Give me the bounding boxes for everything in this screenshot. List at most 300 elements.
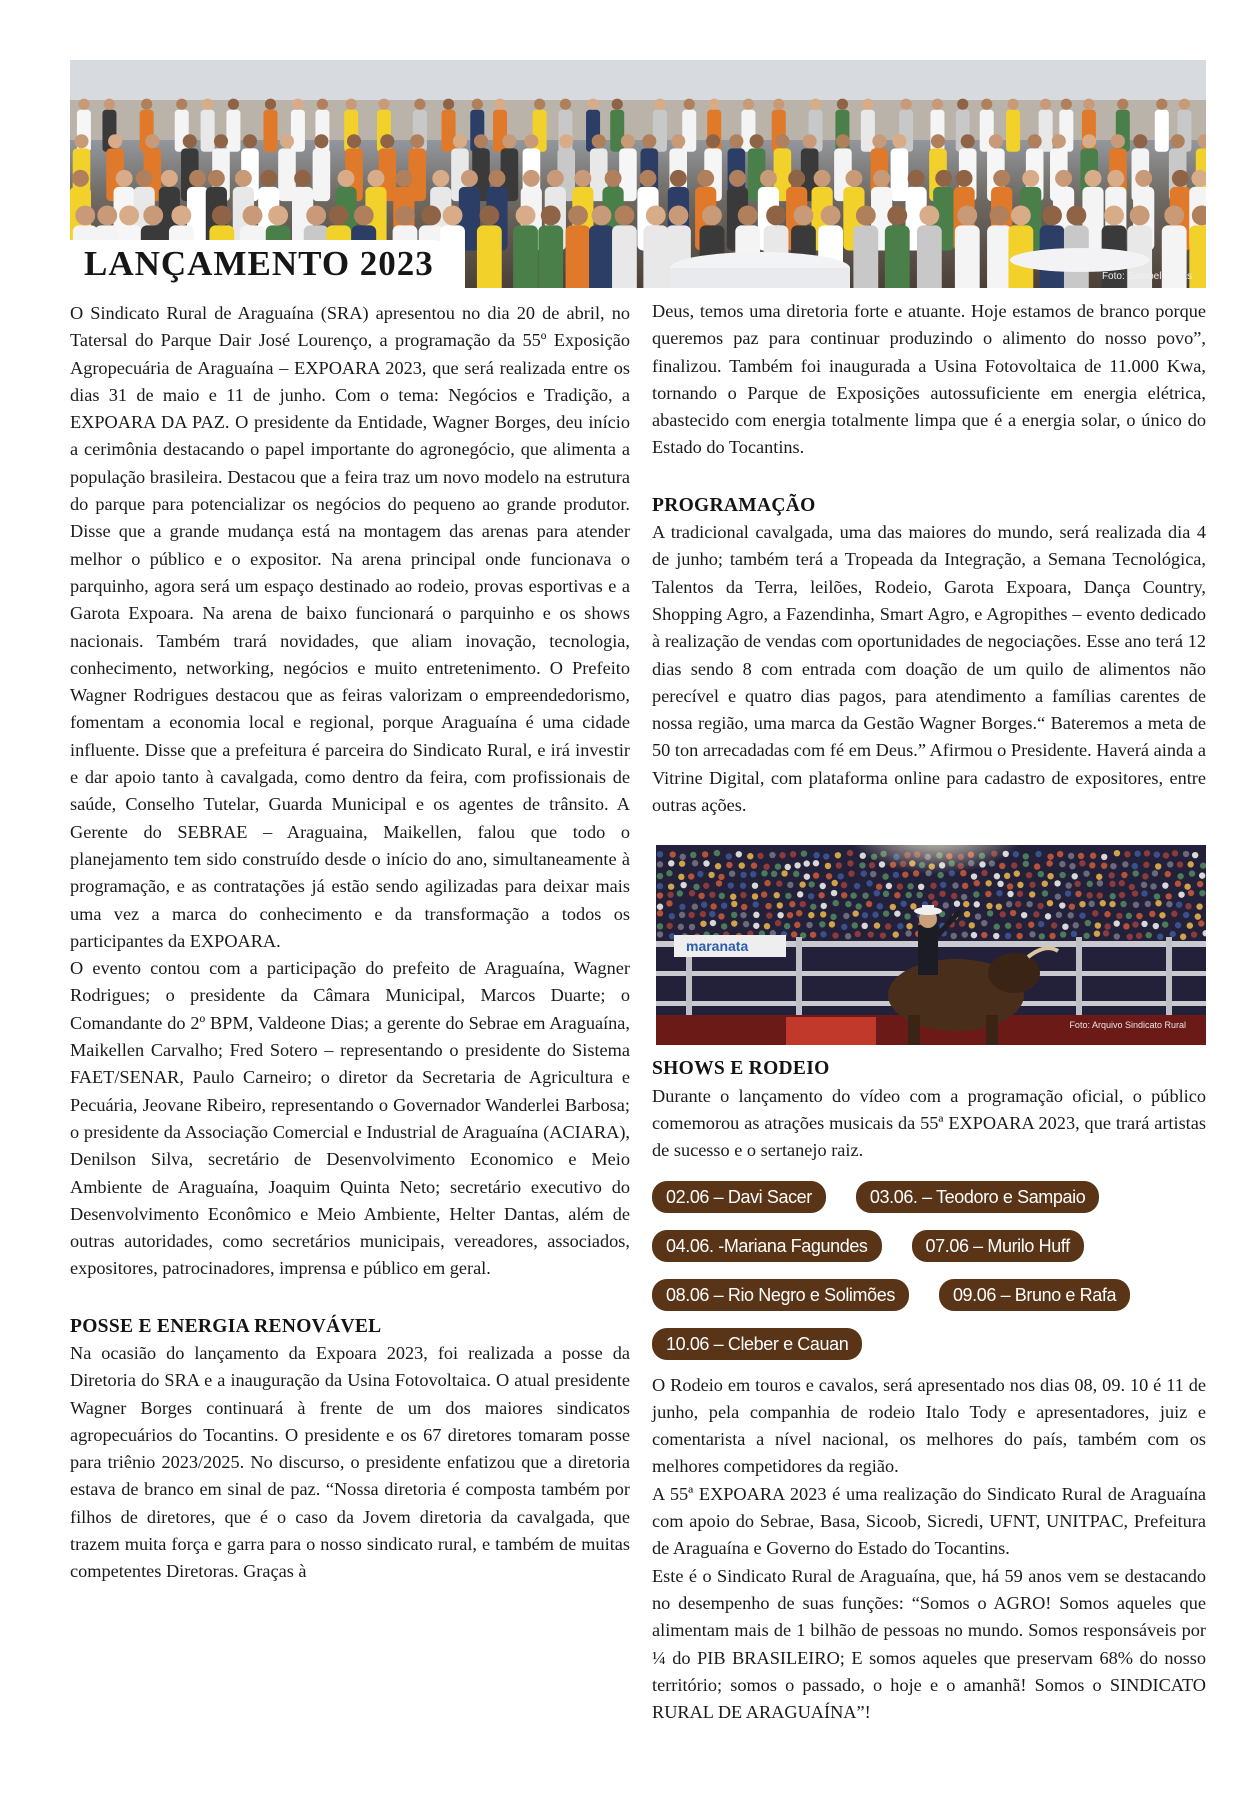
intro-paragraph-2: O evento contou com a participação do prefeito de Araguaína, Wagner Rodrigues; o presidente da Câmara Municipal, Marcos Duarte; o Comandante do 2º BPM, Valdeone Dias; a gerente do Sebrae em Araguaína, Maikellen Carvalho; Fred Sotero – representando o presidente do Sistema FAET/SENAR, Paulo Carneiro; o diretor da Secretaria de Agricultura e Pecuária, Jeovane Ribeiro, representando o Governador Wanderlei Barbosa; o presidente da Associação Comercial e Industrial de Araguaína (ACIARA), Denilson Silva, secretário de Desenvolvimento Economico e Meio Ambiente de Araguaína, Joaquim Quinta Neto; secretário executivo do Desenvolvimento Econômico e Meio Ambiente, Helter Dantas, além de outras autoridades, como secretários municipais, vereadores, associados, expositores, patrocinadores, imprensa e público em geral. xyxy=(70,958,630,1279)
crowd-person-body xyxy=(477,225,502,288)
audience-dot xyxy=(1089,862,1095,868)
audience-dot xyxy=(1094,931,1100,937)
crowd-person-head xyxy=(338,170,355,187)
audience-dot xyxy=(1042,881,1048,887)
audience-dot xyxy=(657,873,663,879)
crowd-person-body xyxy=(610,110,624,152)
audience-dot xyxy=(1120,901,1126,907)
audience-dot xyxy=(692,860,698,866)
audience-dot xyxy=(1110,893,1116,899)
audience-dot xyxy=(1189,871,1195,877)
shows-intro: Durante o lançamento do vídeo com a programação oficial, o público comemorou as atrações musicais da 55ª EXPOARA 2023, que trará artistas de sucesso e o sertanejo raiz. xyxy=(652,1085,1206,1161)
audience-dot xyxy=(855,931,861,937)
crowd-person-head xyxy=(189,170,206,187)
crowd-person-head xyxy=(1085,170,1102,187)
audience-dot xyxy=(1072,873,1078,879)
audience-dot xyxy=(962,932,968,938)
audience-dot xyxy=(775,864,781,870)
crowd-person-head xyxy=(990,206,1010,226)
audience-dot xyxy=(1165,871,1171,877)
audience-dot xyxy=(702,852,708,858)
audience-dot xyxy=(1069,904,1075,910)
crowd-person-head xyxy=(872,134,886,148)
audience-dot xyxy=(718,874,724,880)
crowd-person-head xyxy=(706,134,720,148)
programacao-heading: PROGRAMAÇÃO xyxy=(652,494,816,516)
crowd-person-head xyxy=(212,206,232,226)
audience-dot xyxy=(726,854,732,860)
crowd-person-head xyxy=(702,206,722,226)
audience-dot xyxy=(975,914,981,920)
audience-dot xyxy=(689,924,695,930)
audience-dot xyxy=(1171,911,1177,917)
crowd-person-head xyxy=(183,134,197,148)
audience-dot xyxy=(669,913,675,919)
crowd-person-body xyxy=(955,225,980,288)
crowd-person-head xyxy=(421,206,441,226)
audience-dot xyxy=(777,912,783,918)
crowd-person-body xyxy=(264,110,278,152)
crowd-person-head xyxy=(1011,206,1031,226)
audience-dot xyxy=(726,862,732,868)
audience-dot xyxy=(785,893,791,899)
audience-dot xyxy=(703,861,709,867)
audience-dot xyxy=(1085,920,1091,926)
audience-dot xyxy=(1055,894,1061,900)
audience-dot xyxy=(894,911,900,917)
crowd-person-head xyxy=(729,134,743,148)
audience-dot xyxy=(1187,923,1193,929)
rodeo-banner-text: maranata xyxy=(686,938,749,955)
audience-dot xyxy=(1183,851,1189,857)
audience-dot xyxy=(1157,934,1163,940)
audience-dot xyxy=(845,901,851,907)
crowd-person-head xyxy=(306,206,326,226)
crowd-person-head xyxy=(670,170,687,187)
rodeio-text: O Rodeio em touros e cavalos, será apresentado nos dias 08, 09. 10 é 11 de junho, pela companhia de rodeio Italo Tody e apresentadores, juiz e comentarista a nível nacional, os melhores do país, também com os melhores competidores da região. xyxy=(652,1374,1206,1477)
crowd-person-head xyxy=(443,99,454,110)
audience-dot xyxy=(804,861,810,867)
audience-dot xyxy=(1121,872,1127,878)
audience-dot xyxy=(1038,871,1044,877)
crowd-person-head xyxy=(1042,206,1062,226)
audience-dot xyxy=(1141,921,1147,927)
crowd-person-head xyxy=(1130,206,1150,226)
crowd-person-head xyxy=(380,134,394,148)
title-banner xyxy=(70,240,462,288)
audience-dot xyxy=(1142,874,1148,880)
audience-dot xyxy=(836,863,842,869)
crowd-person-head xyxy=(794,206,814,226)
audience-dot xyxy=(821,903,827,909)
crowd-person-body xyxy=(861,110,875,152)
audience-dot xyxy=(1150,884,1156,890)
posse-text-left: Na ocasião do lançamento da Expoara 2023, foi realizada a posse da Diretoria do SRA e a inauguração da Usina Fotovoltaica. O atual presidente Wagner Borges continuará à frente de um dos maiores sindicatos agropecuários do Tocantins. O presidente e os 67 diretores tomaram posse para triênio 2023/2025. No discurso, o presidente enfatizou que a diretoria estava de branco em sinal de paz. “Nossa diretoria é composta também por filhos de diretores, que é o caso da Jovem diretoria da cavalgada, que trazem muita força e garra para o nosso sindicato rural, e também de muitas competentes Diretoras. Graças à xyxy=(70,1342,630,1582)
crowd-person-head xyxy=(292,99,303,110)
crowd-person-head xyxy=(1164,206,1184,226)
crowd-person-head xyxy=(1052,134,1066,148)
audience-dot xyxy=(657,924,663,930)
show-pill: 07.06 – Murilo Huff xyxy=(912,1230,1084,1262)
crowd-person-head xyxy=(378,99,389,110)
crowd-person-head xyxy=(654,99,665,110)
audience-dot xyxy=(1056,912,1062,918)
audience-dot xyxy=(1104,924,1110,930)
audience-dot xyxy=(1114,850,1120,856)
audience-dot xyxy=(710,920,716,926)
audience-dot xyxy=(862,923,868,929)
audience-dot xyxy=(657,932,663,938)
audience-dot xyxy=(1069,863,1075,869)
audience-dot xyxy=(1187,862,1193,868)
right-column xyxy=(652,298,1206,1726)
crowd-person-body xyxy=(201,110,215,152)
audience-dot xyxy=(841,924,847,930)
crowd-person-body xyxy=(885,225,910,288)
crowd-person-head xyxy=(432,170,449,187)
audience-dot xyxy=(688,912,694,918)
audience-dot xyxy=(987,911,993,917)
audience-dot xyxy=(775,920,781,926)
crowd-person-body xyxy=(538,225,563,288)
crowd-person-head xyxy=(524,134,538,148)
audience-dot xyxy=(698,893,704,899)
crowd-person-head xyxy=(773,99,784,110)
audience-dot xyxy=(996,904,1002,910)
crowd-person-head xyxy=(957,99,968,110)
audience-dot xyxy=(793,871,799,877)
crowd-person-head xyxy=(1107,170,1124,187)
audience-dot xyxy=(813,873,819,879)
audience-dot xyxy=(1178,892,1184,898)
audience-dot xyxy=(739,863,745,869)
crowd-person-head xyxy=(993,170,1010,187)
audience-dot xyxy=(1146,932,1152,938)
audience-dot xyxy=(1132,922,1138,928)
crowd-person-body xyxy=(442,110,456,152)
crowd-person-head xyxy=(957,206,977,226)
audience-dot xyxy=(774,892,780,898)
crowd-person-body xyxy=(653,110,667,152)
audience-dot xyxy=(799,882,805,888)
audience-dot xyxy=(1155,864,1161,870)
audience-dot xyxy=(1047,873,1053,879)
audience-dot xyxy=(1079,861,1085,867)
audience-dot xyxy=(1103,931,1109,937)
crowd-person-body xyxy=(1155,110,1169,152)
audience-dot xyxy=(657,893,663,899)
audience-dot xyxy=(1109,881,1115,887)
audience-dot xyxy=(831,880,837,886)
crowd-person-head xyxy=(410,134,424,148)
crowd-person-head xyxy=(1179,99,1190,110)
audience-dot xyxy=(796,910,802,916)
crowd-person-body xyxy=(643,225,668,288)
crowd-person-head xyxy=(443,206,463,226)
audience-dot xyxy=(1136,913,1142,919)
audience-dot xyxy=(721,903,727,909)
crowd-person-head xyxy=(1133,134,1147,148)
crowd-person-body xyxy=(589,225,614,288)
audience-dot xyxy=(692,904,698,910)
audience-dot xyxy=(1129,884,1135,890)
audience-dot xyxy=(852,923,858,929)
audience-dot xyxy=(1149,911,1155,917)
audience-dot xyxy=(1169,931,1175,937)
audience-dot xyxy=(1110,863,1116,869)
audience-dot xyxy=(690,852,696,858)
crowd-person-head xyxy=(956,170,973,187)
audience-dot xyxy=(1188,890,1194,896)
audience-dot xyxy=(845,933,851,939)
audience-dot xyxy=(837,874,843,880)
audience-dot xyxy=(880,933,886,939)
audience-dot xyxy=(700,921,706,927)
audience-dot xyxy=(1015,901,1021,907)
audience-dot xyxy=(841,882,847,888)
audience-dot xyxy=(678,874,684,880)
audience-dot xyxy=(1133,902,1139,908)
audience-dot xyxy=(1101,854,1107,860)
crowd-person-head xyxy=(935,170,952,187)
audience-dot xyxy=(1068,853,1074,859)
crowd-person-head xyxy=(1055,170,1072,187)
audience-dot xyxy=(1165,894,1171,900)
audience-dot xyxy=(1000,911,1006,917)
audience-dot xyxy=(1144,850,1150,856)
audience-dot xyxy=(831,890,837,896)
audience-dot xyxy=(1154,852,1160,858)
audience-dot xyxy=(1145,901,1151,907)
crowd-person-head xyxy=(534,99,545,110)
crowd-person-head xyxy=(479,206,499,226)
audience-dot xyxy=(1199,873,1205,879)
shows-lineup xyxy=(652,1181,1206,1360)
audience-dot xyxy=(666,870,672,876)
crowd-person-head xyxy=(461,170,478,187)
audience-dot xyxy=(1057,851,1063,857)
audience-dot xyxy=(716,881,722,887)
audience-dot xyxy=(1195,914,1201,920)
audience-dot xyxy=(1086,893,1092,899)
rodeo-photo xyxy=(656,845,1206,1045)
audience-dot xyxy=(769,852,775,858)
crowd-person-head xyxy=(268,206,288,226)
audience-dot xyxy=(1108,873,1114,879)
audience-dot xyxy=(710,904,716,910)
crowd-person-head xyxy=(472,99,483,110)
audience-dot xyxy=(1035,851,1041,857)
audience-dot xyxy=(951,933,957,939)
crowd-person-head xyxy=(347,134,361,148)
programacao-text: A tradicional cavalgada, uma das maiores do mundo, será realizada dia 4 de junho; também terá a Tropeada da Integração, a Semana Tecnológica, Talentos da Terra, leilões, Rodeio, Garota Expoara, Dança Country, Shopping Agro, a Fazendinha, Smart Agro, e Agropithes – evento dedicado à realização de vendas com oportunidades de negociações. Esse ano terá 12 dias sendo 8 com entrada com doação de um quilo de alimentos não perecível e quatro dias pagos, para atendimento a famílias carentes de nossa região, uma marca da Gestão Wagner Borges.“ Bateremos a meta de 50 ton arrecadadas com fé em Deus.” Afirmou o Presidente. Haverá ainda a Vitrine Digital, com plataforma online para cadastro de expositores, entre outras ações. xyxy=(652,522,1206,816)
audience-dot xyxy=(1046,861,1052,867)
audience-dot xyxy=(721,924,727,930)
audience-dot xyxy=(877,903,883,909)
crowd-person-head xyxy=(202,99,213,110)
audience-dot xyxy=(893,932,899,938)
crowd-person-head xyxy=(1040,99,1051,110)
crowd-person-head xyxy=(329,206,349,226)
audience-dot xyxy=(680,882,686,888)
crowd-person-head xyxy=(136,170,153,187)
audience-dot xyxy=(1045,914,1051,920)
audience-dot xyxy=(804,874,810,880)
audience-dot xyxy=(740,872,746,878)
audience-dot xyxy=(1083,933,1089,939)
audience-dot xyxy=(1006,901,1012,907)
crowd-person-head xyxy=(559,134,573,148)
crowd-person-head xyxy=(560,99,571,110)
audience-dot xyxy=(1073,922,1079,928)
audience-dot xyxy=(1126,913,1132,919)
audience-dot xyxy=(657,851,663,857)
crowd-person-head xyxy=(788,170,805,187)
audience-dot xyxy=(1132,891,1138,897)
audience-dot xyxy=(1114,934,1120,940)
audience-dot xyxy=(761,892,767,898)
audience-dot xyxy=(679,912,685,918)
audience-dot xyxy=(1154,894,1160,900)
crowd-person-head xyxy=(541,206,561,226)
crowd-person-head xyxy=(1135,170,1152,187)
crowd-person-head xyxy=(919,206,939,226)
audience-dot xyxy=(1092,911,1098,917)
audience-dot xyxy=(1068,912,1074,918)
audience-dot xyxy=(763,864,769,870)
audience-dot xyxy=(1176,902,1182,908)
crowd-person-head xyxy=(900,99,911,110)
crowd-person-head xyxy=(908,170,925,187)
crowd-person-head xyxy=(612,99,623,110)
crowd-person-head xyxy=(766,206,786,226)
audience-dot xyxy=(668,884,674,890)
audience-dot xyxy=(818,892,824,898)
audience-dot xyxy=(1155,900,1161,906)
crowd-person-head xyxy=(243,134,257,148)
audience-dot xyxy=(823,854,829,860)
realizacao-text: A 55ª EXPOARA 2023 é uma realização do Sindicato Rural de Araguaína com apoio do Sebrae, Basa, Sicoob, Sicredi, UFNT, UNITPAC, Prefeitura de Araguaína e Governo do Estado do Tocantins. xyxy=(652,1483,1206,1559)
audience-dot xyxy=(766,913,772,919)
crowd-person-body xyxy=(1039,110,1053,152)
audience-dot xyxy=(1167,862,1173,868)
audience-dot xyxy=(680,854,686,860)
audience-dot xyxy=(740,892,746,898)
audience-dot xyxy=(1090,853,1096,859)
audience-dot xyxy=(1065,883,1071,889)
crowd-person-head xyxy=(176,99,187,110)
page-title: LANÇAMENTO 2023 xyxy=(84,244,434,283)
audience-dot xyxy=(883,911,889,917)
audience-dot xyxy=(791,932,797,938)
audience-dot xyxy=(1184,884,1190,890)
crowd-person-head xyxy=(862,99,873,110)
audience-dot xyxy=(1172,851,1178,857)
crowd-person-head xyxy=(516,206,536,226)
crowd-person-head xyxy=(1104,206,1124,226)
audience-dot xyxy=(693,884,699,890)
audience-dot xyxy=(830,914,836,920)
crowd-person-body xyxy=(612,225,637,288)
audience-dot xyxy=(1119,892,1125,898)
audience-dot xyxy=(841,892,847,898)
show-pill: 04.06. -Mariana Fagundes xyxy=(652,1230,882,1262)
crowd-person-body xyxy=(987,225,1012,288)
crowd-person-head xyxy=(547,170,564,187)
crowd-person-head xyxy=(260,170,277,187)
audience-dot xyxy=(1097,893,1103,899)
audience-dot xyxy=(790,851,796,857)
crowd-person-head xyxy=(161,170,178,187)
audience-dot xyxy=(1197,881,1203,887)
crowd-person-head xyxy=(709,99,720,110)
audience-dot xyxy=(679,904,685,910)
crowd-person-head xyxy=(743,99,754,110)
crowd-person-head xyxy=(592,206,612,226)
crowd-person-head xyxy=(592,134,606,148)
audience-dot xyxy=(765,903,771,909)
audience-dot xyxy=(1083,871,1089,877)
crowd-person-head xyxy=(738,206,758,226)
crowd-person-head xyxy=(171,206,191,226)
audience-dot xyxy=(657,883,663,889)
audience-dot xyxy=(994,924,1000,930)
crowd-person-head xyxy=(143,206,163,226)
audience-dot xyxy=(1162,883,1168,889)
crowd-person-head xyxy=(836,134,850,148)
audience-dot xyxy=(1042,891,1048,897)
crowd-person-head xyxy=(453,134,467,148)
audience-dot xyxy=(819,921,825,927)
crowd-person-head xyxy=(119,206,139,226)
audience-dot xyxy=(787,882,793,888)
crowd-person-head xyxy=(414,99,425,110)
audience-dot xyxy=(855,904,861,910)
crowd-person-head xyxy=(639,170,656,187)
audience-dot xyxy=(897,923,903,929)
crowd-person-head xyxy=(494,99,505,110)
crowd-person-head xyxy=(1007,99,1018,110)
audience-dot xyxy=(709,892,715,898)
audience-dot xyxy=(1123,923,1129,929)
audience-dot xyxy=(1132,871,1138,877)
show-pill: 10.06 – Cleber e Cauan xyxy=(652,1328,862,1360)
audience-dot xyxy=(1199,890,1205,896)
audience-dot xyxy=(872,912,878,918)
crowd-person-head xyxy=(873,170,890,187)
audience-dot xyxy=(714,850,720,856)
crowd-person-head xyxy=(961,134,975,148)
audience-dot xyxy=(1119,880,1125,886)
crowd-person-head xyxy=(821,206,841,226)
crowd-person-head xyxy=(474,134,488,148)
crowd-person-head xyxy=(646,206,666,226)
crowd-person-head xyxy=(605,170,622,187)
audience-dot xyxy=(781,871,787,877)
crowd-person-head xyxy=(760,170,777,187)
audience-dot xyxy=(751,863,757,869)
rodeo-photo-credit: Foto: Arquivo Sindicato Rural xyxy=(1069,1020,1186,1031)
audience-dot xyxy=(813,852,819,858)
audience-dot xyxy=(1065,891,1071,897)
audience-dot xyxy=(808,882,814,888)
crowd-person-head xyxy=(395,170,412,187)
audience-dot xyxy=(743,921,749,927)
audience-dot xyxy=(820,912,826,918)
photo-credit: Foto: Samoel Farias xyxy=(1101,271,1192,282)
audience-dot xyxy=(789,901,795,907)
crowd-person-body xyxy=(853,225,878,288)
